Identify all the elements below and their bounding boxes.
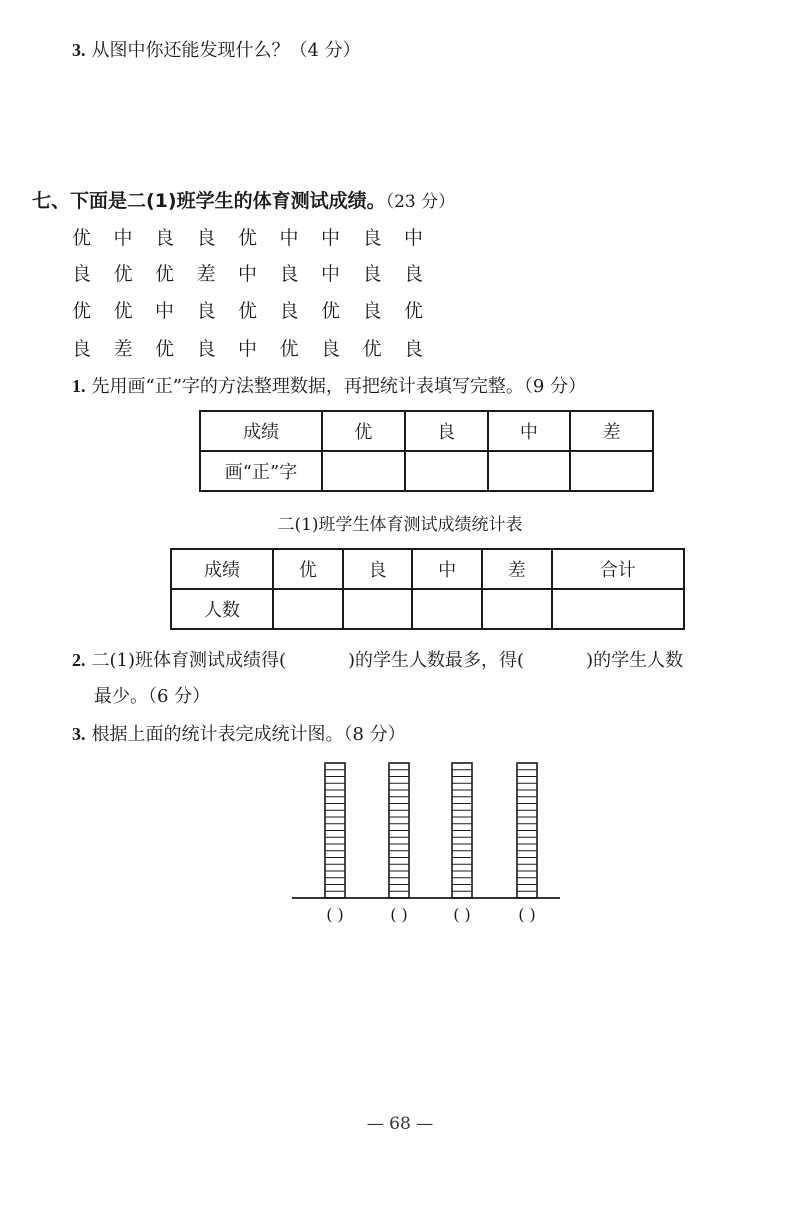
question-2-line2: 最少。（6 分）	[94, 686, 211, 707]
section-title: 七、下面是二(1)班学生的体育测试成绩。	[32, 190, 386, 212]
grade-cell: 优	[113, 263, 133, 285]
grade-cell: 优	[362, 338, 382, 360]
grade-cell: 中	[113, 227, 133, 249]
grade-cell: 优	[72, 227, 92, 249]
category-label[interactable]: ( )	[326, 905, 344, 924]
header-cell: 优	[322, 411, 405, 451]
category-label[interactable]: ( )	[453, 905, 471, 924]
grade-cell: 差	[113, 338, 133, 360]
grade-cell: 中	[279, 227, 299, 249]
grade-cell: 良	[155, 227, 175, 249]
category-label[interactable]: ( )	[390, 905, 408, 924]
grade-cell: 优	[72, 300, 92, 322]
header-cell: 成绩	[171, 549, 273, 589]
table-caption: 二(1)班学生体育测试成绩统计表	[277, 515, 523, 535]
grade-cell: 良	[72, 263, 92, 285]
grade-cell: 中	[321, 263, 341, 285]
header-cell: 良	[343, 549, 413, 589]
grade-cell: 良	[196, 227, 216, 249]
grade-cell: 中	[238, 338, 258, 360]
grade-cell: 优	[238, 300, 258, 322]
question-number: 3.	[72, 724, 86, 744]
question-text: 先用画“正”字的方法整理数据，再把统计表填写完整。（9 分）	[91, 376, 587, 397]
grade-cell: 优	[113, 300, 133, 322]
grade-cell: 良	[196, 300, 216, 322]
grade-cell: 中	[404, 227, 424, 249]
question-text: )的学生人数最多，得(	[348, 650, 525, 671]
question-number: 3.	[72, 40, 86, 60]
header-cell: 差	[570, 411, 653, 451]
header-cell: 中	[488, 411, 571, 451]
section-score: （23 分）	[385, 192, 456, 212]
header-cell: 成绩	[200, 411, 322, 451]
grade-cell: 优	[321, 300, 341, 322]
grade-cell: 良	[404, 263, 424, 285]
grade-cell: 中	[155, 300, 175, 322]
grade-cell: 良	[279, 263, 299, 285]
header-cell: 优	[273, 549, 343, 589]
grade-cell: 良	[72, 338, 92, 360]
grade-cell: 优	[404, 300, 424, 322]
grade-cell: 优	[155, 263, 175, 285]
row-label: 画“正”字	[200, 451, 322, 491]
row-label: 人数	[171, 589, 273, 629]
grade-cell: 优	[279, 338, 299, 360]
question-text: 根据上面的统计表完成统计图。（8 分）	[91, 724, 406, 745]
grade-cell: 良	[362, 263, 382, 285]
grade-cell: 优	[238, 227, 258, 249]
question-text: 从图中你还能发现什么？（4 分）	[91, 40, 361, 61]
grade-cell: 优	[155, 338, 175, 360]
question-text: 二(1)班体育测试成绩得(	[91, 650, 287, 671]
header-cell: 合计	[552, 549, 684, 589]
grade-cell: 良	[279, 300, 299, 322]
grade-cell: 中	[321, 227, 341, 249]
header-cell: 差	[482, 549, 552, 589]
header-cell: 良	[405, 411, 488, 451]
grade-cell: 良	[196, 338, 216, 360]
question-text: )的学生人数	[586, 650, 684, 671]
question-number: 1.	[72, 376, 86, 396]
header-cell: 中	[412, 549, 482, 589]
grade-cell: 差	[196, 263, 216, 285]
grade-cell: 良	[362, 300, 382, 322]
grade-cell: 良	[404, 338, 424, 360]
grade-cell: 中	[238, 263, 258, 285]
grade-cell: 良	[362, 227, 382, 249]
question-number: 2.	[72, 650, 86, 670]
category-label[interactable]: ( )	[518, 905, 536, 924]
page-number: — 68 —	[366, 1114, 434, 1134]
grade-cell: 良	[321, 338, 341, 360]
